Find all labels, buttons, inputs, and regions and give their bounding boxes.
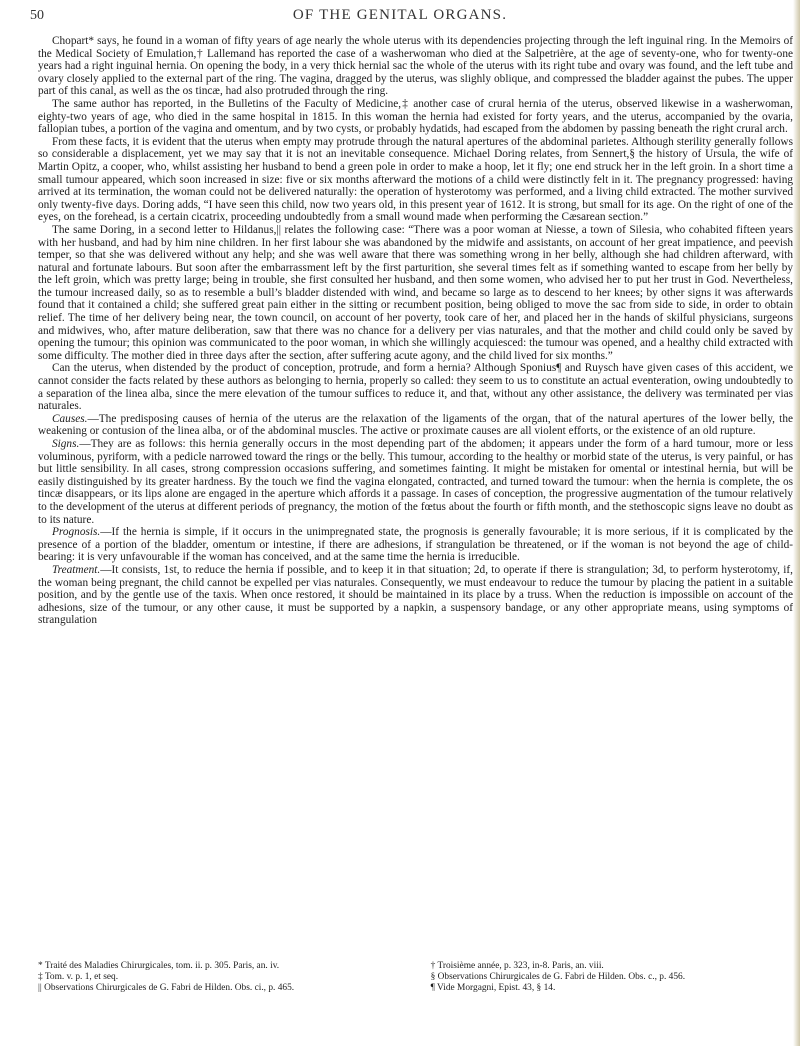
- footnote: † Troisième année, p. 323, in-8. Paris, an. viii.: [430, 961, 604, 971]
- footnote: ¶ Vide Morgagni, Epist. 43, § 14.: [430, 983, 556, 993]
- section-treatment-heading: Treatment.: [52, 563, 101, 576]
- footnote: § Observations Chirurgicales de G. Fabri de Hilden. Obs. c., p. 456.: [430, 972, 686, 982]
- section-causes: [38, 413, 793, 438]
- paragraph-gravid-uterus-question: Can the uterus, when distended by the product of conception, protrude, and form a hernia? Although Sponius¶ and Ruysch have given cases of this accident, we cannot consider the facts related by these authors as belonging to hernia, properly so called: they seem to us to constitute an actual eventeration, owing undoubtedly to a separation of the linea alba, since the mere elevation of the tumour suffices to reduce it, and that, without any other assistance, the delivery was terminated per vias naturales.: [38, 362, 793, 413]
- footnotes-left-column: [38, 961, 400, 994]
- body-text: [38, 35, 793, 627]
- footnote: * Traité des Maladies Chirurgicales, tom. ii. p. 305. Paris, an. iv.: [38, 961, 280, 971]
- section-treatment: [38, 564, 793, 627]
- section-causes-heading: Causes.: [52, 412, 88, 425]
- footnotes: [38, 961, 793, 994]
- paragraph-chopart-case: Chopart* says, he found in a woman of fifty years of age nearly the whole uterus with its dependencies projecting through the left inguinal ring. In the Memoirs of the Medical Society of Emulation,† Lallemand has reported the case of a washerwoman who died at the Salpetrière, at the age of seventy-one, who for twenty-one years had a right inguinal hernia. On opening the body, in a very thick hernial sac the whole of the uterus with its right tube and ovary was found, and the left tube and ovary closely applied to the external part of the ring. The vagina, dragged by the uterus, was slighly oblique, and compressed the bladder against the pubes. The upper part of this canal, as well as the os tincæ, had also protruded through the ring.: [38, 35, 793, 98]
- section-signs-heading: Signs.: [52, 438, 80, 450]
- section-prognosis: [38, 526, 793, 564]
- section-prognosis-text: —If the hernia is simple, if it occurs in the unimpregnated state, the prognosis is generally favourable; it is more serious, if it is complicated by the presence of a portion of the bladder, omentum or intestine, if there are adhesions, if strangulation be threatened, or if the woman is not beyond the age of child-bearing: it is very unfavourable if the woman has conceived, and at the same time the hernia is irreducible.: [38, 526, 793, 564]
- section-prognosis-heading: Prognosis.: [52, 526, 101, 539]
- section-signs-text: —They are as follows: this hernia generally occurs in the most depending part of the abdomen; it appears under the form of a hard tumour, more or less voluminous, pyriform, with a pedicle narrowed toward the rings or the belly. This tumour, according to the healthy or morbid state of the uterus, is very painful, or has but little sensibility. In all cases, strong compression occasions suffering, and sometimes fainting. It might be mistaken for omental or intestinal hernia, but will be easily distinguished by its greater hardness. By the touch we find the vagina elongated, contracted, and turned toward the tumour: when the hernia is complete, the os tincæ disappears, or its lips alone are engaged in the aperture which affords it a passage. In cases of conception, the progressive augmentation of the tumour relatively to the development of the uterus at different periods of pregnancy, the motion of the fœtus about the fourth or fifth month, and the stethoscopic signs leave no doubt as to its nature.: [38, 438, 793, 526]
- page-edge-shadow: [793, 0, 800, 1046]
- section-causes-text: —The predisposing causes of hernia of the uterus are the relaxation of the ligaments of the organ, that of the natural apertures of the lower belly, the weakening or contusion of the linea alba, or of the abdominal muscles. The active or proximate causes are all violent efforts, or the existence of an old rupture.: [38, 412, 793, 438]
- footnotes-right-column: [431, 961, 793, 994]
- footnote: ‡ Tom. v. p. 1, et seq.: [38, 972, 119, 982]
- footnote: || Observations Chirurgicales de G. Fabri de Hilden. Obs. ci., p. 465.: [38, 983, 295, 993]
- running-title: OF THE GENITAL ORGANS.: [292, 7, 508, 23]
- page-number: 50: [30, 8, 44, 23]
- paragraph-crural-hernia-case: The same author has reported, in the Bulletins of the Faculty of Medicine,‡ another case of crural hernia of the uterus, observed likewise in a washerwoman, eighty-two years of age, who died in the same hospital in 1815. In this woman the hernia had existed for forty years, and the uterus, accompanied by the ovaria, fallopian tubes, a portion of the vagina and omentum, and by two cysts, or probably hydatids, had escaped from the abdomen by passing beneath the right crural arch.: [38, 97, 793, 136]
- section-treatment-text: —It consists, 1st, to reduce the hernia if possible, and to keep it in that situation; 2d, to operate if there is strangulation; 3d, to perform hysterotomy, if, the woman being pregnant, the child cannot be expelled per vias naturales. Consequently, we must endeavour to reduce the tumour by placing the patient in a suitable position, and by the gentle use of the taxis. When once restored, it should be maintained in its place by a truss. When the reduction is impossible on account of the adhesions, size of the tumour, or any other cause, it must be supported by a napkin, a suspensory bandage, or any other appropriate means, using symptoms of strangulation: [38, 563, 793, 627]
- paragraph-niesse-case: The same Doring, in a second letter to Hildanus,|| relates the following case: “There was a poor woman at Niesse, a town of Silesia, who cohabited fifteen years with her husband, and had by him nine children. In her first labour she was abandoned by the midwife and assistants, on account of her great impatience, and peevish temper, so that she was delivered without any help; and she was well aware that there was something wrong in her belly, although she had children afterward, with natural and fortunate labours. But soon after the embarrassment left by the first parturition, she several times felt as if something wanted to escape from her belly by the left groin, which was pretty large; being in trouble, she first consulted her husband, and then some women, who advised her to put her trust in God. Nevertheless, the tumour increased daily, so as to resemble a bull’s bladder distended with wind, and became so large as to descend to her knees; by other signs it was afterwards found that it contained a child; she suffered great pain either in the sitting or recumbent position, being obliged to move the sac from side to side, in order to obtain relief. The time of her delivery being near, the town council, on account of her poverty, took care of her, and placed her in the hands of skilful physicians, surgeons and midwives, who, after mature deliberation, saw that there was no chance for a delivery per vias naturales, and that the mother and child could only be saved by opening the tumour; this opinion was communicated to the poor woman, in which she willingly acquiesced: the tumour was opened, and a healthy child extracted with some difficulty. The mother died in three days after the section, after suffering acute agony, and the child lived for six months.”: [38, 223, 793, 362]
- section-signs: [38, 438, 793, 526]
- paragraph-doring-ursula-case: From these facts, it is evident that the uterus when empty may protrude through the natural apertures of the abdominal parietes. Although sterility generally follows so considerable a displacement, yet we may say that it is not an inevitable consequence. Michael Doring relates, from Sennert,§ the history of Ursula, the wife of Martin Opitz, a cooper, who, whilst assisting her husband to bend a green pole in order to make a hoop, let it fly; one end struck her in the left groin. In a short time a small tumour appeared, which soon increased in size: five or six months afterward the motions of a child were distinctly felt in it. The pregnancy progressed: having arrived at its termination, the woman could not be delivered naturally: the operation of hysterotomy was performed, and a living child extracted. The mother survived only twenty-five days. Doring adds, “I have seen this child, now two years old, in this present year of 1612. It is strong, but small for its age. On the right of one of the eyes, on the forehead, is a certain cicatrix, proceeding undoubtedly from a small wound made when performing the Cæsarean section.”: [38, 135, 793, 224]
